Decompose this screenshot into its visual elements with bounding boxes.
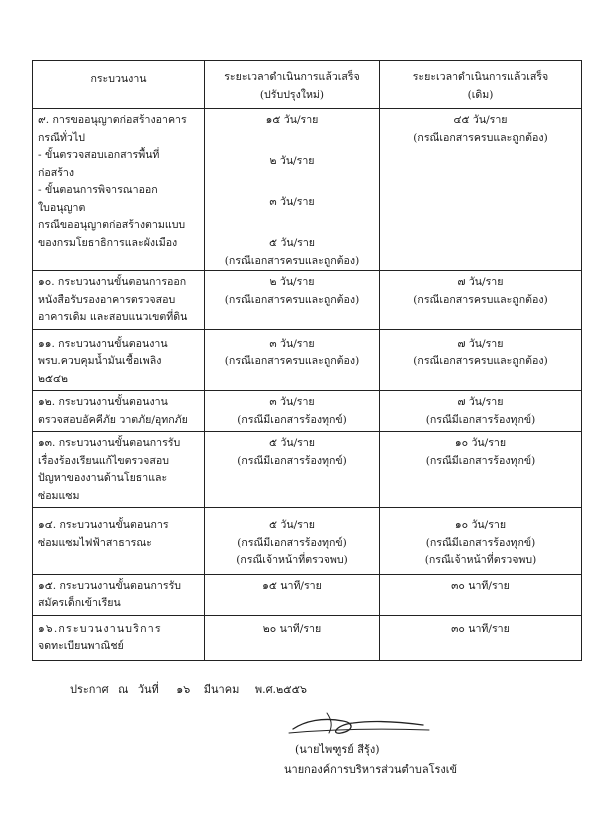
signer-position: นายกองค์การบริหารส่วนตำบลโรงเข้ — [284, 763, 458, 776]
old-time-cell: ๗ วัน/ราย (กรณีมีเอกสารร้องทุกข์) — [380, 391, 582, 432]
new-time-cell: ๒ วัน/ราย (กรณีเอกสารครบและถูกต้อง) — [205, 271, 380, 330]
new-time-cell: ๓ วัน/ราย (กรณีเอกสารครบและถูกต้อง) — [205, 329, 380, 391]
table-row — [33, 574, 582, 615]
announce-month: มีนาคม — [203, 683, 240, 696]
process-cell: ๑๔. กระบวนงานขั้นตอนการ ซ่อมแซมไฟฟ้าสาธารณะ — [33, 508, 205, 575]
process-cell: ๑๓. กระบวนงานขั้นตอนการรับ เรื่องร้องเรียนแก้ไขตรวจสอบ ปัญหาของงานด้านโยธาและ ซ่อมแซม — [33, 432, 205, 508]
old-time-cell: ๗ วัน/ราย (กรณีเอกสารครบและถูกต้อง) — [380, 271, 582, 330]
new-time-cell: ๑๕ วัน/ราย ๒ วัน/ราย ๓ วัน/ราย ๕ วัน/ราย (กรณีเอกสารครบและถูกต้อง) — [205, 109, 380, 271]
old-time-cell: ๑๐ วัน/ราย (กรณีมีเอกสารร้องทุกข์) — [380, 432, 582, 508]
announce-day: ๑๖ — [176, 683, 191, 696]
process-cell: ๑๖.กระบวนงานบริการ จดทะเบียนพาณิชย์ — [33, 615, 205, 660]
new-time-cell: ๑๕ นาที/ราย — [205, 574, 380, 615]
new-time-cell: ๒๐ นาที/ราย — [205, 615, 380, 660]
old-time-cell: ๓๐ นาที/ราย — [380, 574, 582, 615]
new-time-cell: ๓ วัน/ราย (กรณีมีเอกสารร้องทุกข์) — [205, 391, 380, 432]
table-row — [33, 329, 582, 391]
table-row — [33, 615, 582, 660]
header-new-time: ระยะเวลาดำเนินการแล้วเสร็จ (ปรับปรุงใหม่) — [205, 61, 380, 109]
announce-label: ประกาศ — [70, 683, 109, 696]
header-old-time: ระยะเวลาดำเนินการแล้วเสร็จ (เดิม) — [380, 61, 582, 109]
table-row — [33, 432, 582, 508]
process-cell: ๙. การขออนุญาตก่อสร้างอาคาร กรณีทั่วไป - ขั้นตรวจสอบเอกสารพื้นที่ ก่อสร้าง - ขั้นตอนการพิจารณาออก ใบอนุญาต กรณีขออนุญาตก่อสร้างตามแบบ ของกรมโยธาธิการและผังเมือง — [33, 109, 205, 271]
old-time-cell: ๑๐ วัน/ราย (กรณีมีเอกสารร้องทุกข์) (กรณีเจ้าหน้าที่ตรวจพบ) — [380, 508, 582, 575]
table-row — [33, 508, 582, 575]
process-cell: ๑๑. กระบวนงานขั้นตอนงาน พรบ.ควบคุมน้ำมันเชื้อเพลิง ๒๕๔๒ — [33, 329, 205, 391]
new-time-cell: ๕ วัน/ราย (กรณีมีเอกสารร้องทุกข์) — [205, 432, 380, 508]
announce-date-label: วันที่ — [137, 683, 159, 696]
announcement-line — [70, 680, 313, 698]
process-time-table — [32, 60, 582, 661]
old-time-cell: ๗ วัน/ราย (กรณีเอกสารครบและถูกต้อง) — [380, 329, 582, 391]
new-time-cell: ๕ วัน/ราย (กรณีมีเอกสารร้องทุกข์) (กรณีเจ้าหน้าที่ตรวจพบ) — [205, 508, 380, 575]
announce-at: ณ — [118, 683, 129, 696]
old-time-cell: ๓๐ นาที/ราย — [380, 615, 582, 660]
announce-year: พ.ศ.๒๕๕๖ — [254, 683, 307, 696]
old-time-cell: ๔๕ วัน/ราย (กรณีเอกสารครบและถูกต้อง) — [380, 109, 582, 271]
process-cell: ๑๐. กระบวนงานขั้นตอนการออก หนังสือรับรองอาคารตรวจสอบ อาคารเดิม และสอบแนวเขตที่ดิน — [33, 271, 205, 330]
signer-name: (นายไพฑูรย์ สีรุ้ง) — [295, 743, 380, 756]
table-row — [33, 109, 582, 271]
process-cell: ๑๕. กระบวนงานขั้นตอนการรับ สมัครเด็กเข้าเรียน — [33, 574, 205, 615]
signature-icon — [283, 703, 433, 741]
table-header-row — [33, 61, 582, 109]
header-process: กระบวนงาน — [33, 61, 205, 109]
table-row — [33, 391, 582, 432]
table-row — [33, 271, 582, 330]
process-cell: ๑๒. กระบวนงานขั้นตอนงาน ตรวจสอบอัคคีภัย วาตภัย/อุทกภัย — [33, 391, 205, 432]
